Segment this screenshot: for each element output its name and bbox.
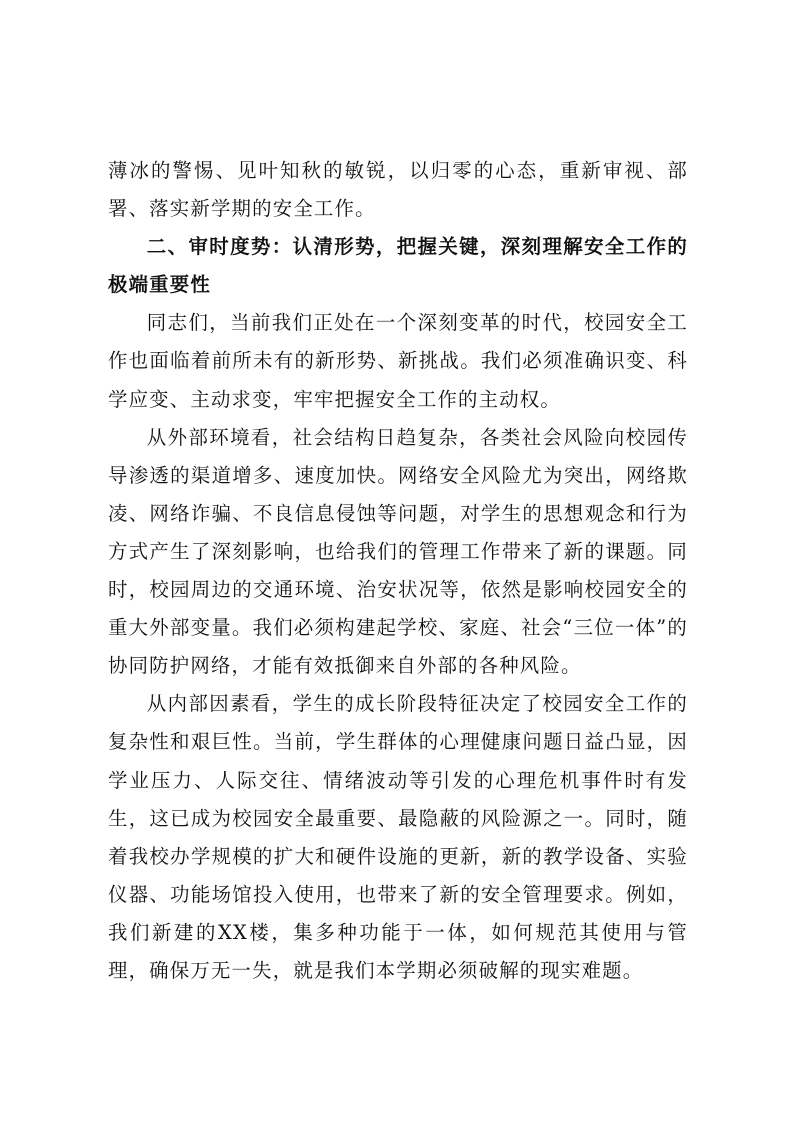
section-heading: 二、审时度势：认清形势，把握关键，深刻理解安全工作的极端重要性	[108, 235, 688, 297]
document-page	[108, 152, 688, 990]
continued-paragraph: 薄冰的警惕、见叶知秋的敏锐，以归零的心态，重新审视、部署、落实新学期的安全工作。	[108, 159, 688, 221]
body-paragraph: 从外部环境看，社会结构日趋复杂，各类社会风险向校园传导渗透的渠道增多、速度加快。网络安全风险尤为突出，网络欺凌、网络诈骗、不良信息侵蚀等问题，对学生的思想观念和行为方式产生了深刻影响，也给我们的管理工作带来了新的课题。同时，校园周边的交通环境、治安状况等，依然是影响校园安全的重大外部变量。我们必须构建起学校、家庭、社会“三位一体”的协同防护网络，才能有效抵御来自外部的各种风险。	[108, 425, 688, 678]
body-paragraph: 从内部因素看，学生的成长阶段特征决定了校园安全工作的复杂性和艰巨性。当前，学生群体的心理健康问题日益凸显，因学业压力、人际交往、情绪波动等引发的心理危机事件时有发生，这已成为校园安全最重要、最隐蔽的风险源之一。同时，随着我校办学规模的扩大和硬件设施的更新，新的教学设备、实验仪器、功能场馆投入使用，也带来了新的安全管理要求。例如，我们新建的XX楼，集多种功能于一体，如何规范其使用与管理，确保万无一失，就是我们本学期必须破解的现实难题。	[108, 692, 688, 982]
body-paragraph: 同志们，当前我们正处在一个深刻变革的时代，校园安全工作也面临着前所未有的新形势、新挑战。我们必须准确识变、科学应变、主动求变，牢牢把握安全工作的主动权。	[108, 311, 688, 411]
